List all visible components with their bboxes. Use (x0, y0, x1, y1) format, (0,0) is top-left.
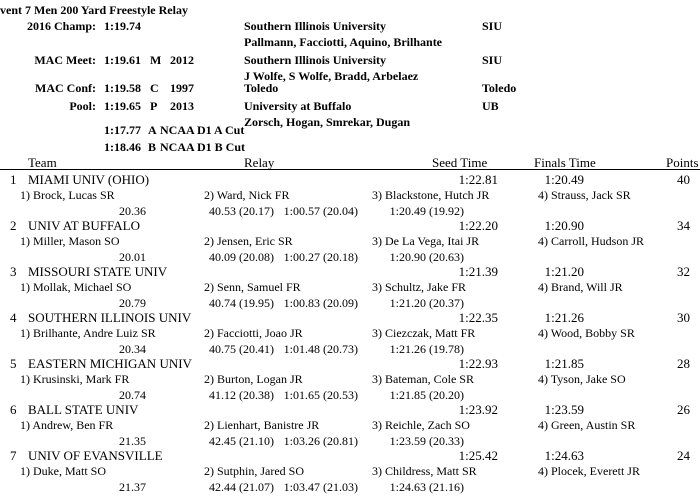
event-title: vent 7 Men 200 Yard Freestyle Relay (0, 3, 188, 17)
result-place: 7 (10, 448, 17, 463)
record-names: Zorsch, Hogan, Smrekar, Dugan (244, 115, 411, 129)
result-seed: 1:22.20 (458, 218, 498, 233)
record-team: University at Buffalo (244, 99, 352, 113)
split-time: 41.12 (20.38) (209, 388, 274, 402)
col-finals-time: Finals Time (534, 155, 596, 170)
swimmer-name: 2) Jensen, Eric SR (204, 234, 293, 248)
record-time: 1:19.58 (104, 81, 141, 95)
swimmer-name: 4) Strauss, Jack SR (538, 188, 631, 202)
result-points: 26 (677, 402, 690, 417)
split-time: 1:03.26 (20.81) (283, 434, 358, 448)
split-time: 21.37 (119, 480, 146, 494)
result-finals: 1:20.49 (544, 172, 584, 187)
result-seed: 1:22.81 (458, 172, 498, 187)
swimmer-name: 1) Brock, Lucas SR (20, 188, 115, 202)
col-team: Team (28, 155, 57, 170)
result-team: UNIV AT BUFFALO (28, 218, 140, 233)
swimmer-name: 1) Miller, Mason SO (20, 234, 120, 248)
split-time: 40.75 (20.41) (209, 342, 274, 356)
record-team: Toledo (244, 81, 279, 95)
result-seed: 1:25.42 (458, 448, 498, 463)
swimmer-name: 1) Andrew, Ben FR (20, 418, 114, 432)
record-names: J Wolfe, S Wolfe, Bradd, Arbelaez (244, 69, 419, 83)
swimmer-name: 2) Burton, Logan JR (204, 372, 303, 386)
swimmer-name: 1) Brilhante, Andre Luiz SR (20, 326, 156, 340)
split-time: 1:23.59 (20.33) (389, 434, 464, 448)
result-place: 6 (10, 402, 17, 417)
result-points: 28 (677, 356, 690, 371)
split-time: 1:21.26 (19.78) (389, 342, 464, 356)
split-time: 40.74 (19.95) (209, 296, 274, 310)
record-time: 1:19.61 (104, 53, 141, 67)
swimmer-name: 3) Schultz, Jake FR (372, 280, 466, 294)
record-abbr: Toledo (482, 81, 517, 95)
swimmer-name: 2) Facciotti, Joao JR (204, 326, 303, 340)
swimmer-name: 4) Plocek, Everett JR (538, 464, 640, 478)
cut-time: 1:18.46 (104, 140, 141, 154)
split-time: 42.44 (21.07) (209, 480, 274, 494)
result-finals: 1:21.26 (544, 310, 584, 325)
swimmer-name: 4) Tyson, Jake SO (538, 372, 626, 386)
result-team: MIAMI UNIV (OHIO) (28, 172, 150, 187)
record-year: 2012 (170, 53, 194, 67)
record-tag: C (150, 81, 159, 95)
result-points: 40 (677, 172, 690, 187)
record-team: Southern Illinois University (244, 53, 387, 67)
col-points: Points (666, 155, 699, 170)
split-time: 20.74 (119, 388, 146, 402)
record-abbr: SIU (482, 53, 503, 67)
result-seed: 1:21.39 (458, 264, 498, 279)
record-year: 1997 (170, 81, 194, 95)
record-year: 2013 (170, 99, 194, 113)
result-place: 4 (10, 310, 17, 325)
swimmer-name: 4) Brand, Will JR (538, 280, 623, 294)
result-seed: 1:22.35 (458, 310, 498, 325)
split-time: 1:01.48 (20.73) (283, 342, 358, 356)
result-seed: 1:23.92 (458, 402, 498, 417)
col-seed-time: Seed Time (432, 155, 488, 170)
split-time: 1:21.85 (20.20) (389, 388, 464, 402)
result-points: 30 (677, 310, 690, 325)
split-time: 20.79 (119, 296, 146, 310)
swimmer-name: 4) Wood, Bobby SR (538, 326, 635, 340)
split-time: 1:00.57 (20.04) (283, 204, 358, 218)
header-underline (0, 169, 700, 170)
swimmer-name: 2) Lienhart, Banistre JR (204, 418, 320, 432)
result-team: MISSOURI STATE UNIV (28, 264, 168, 279)
cut-label: NCAA D1 B Cut (160, 140, 246, 154)
swimmer-name: 2) Ward, Nick FR (204, 188, 290, 202)
record-label: MAC Meet: (34, 53, 96, 67)
result-team: SOUTHERN ILLINOIS UNIV (28, 310, 192, 325)
record-time: 1:19.65 (104, 99, 141, 113)
swimmer-name: 3) Blackstone, Hutch JR (372, 188, 490, 202)
result-finals: 1:24.63 (544, 448, 584, 463)
split-time: 1:20.49 (19.92) (389, 204, 464, 218)
result-finals: 1:20.90 (544, 218, 584, 233)
cut-time: 1:17.77 (104, 123, 141, 137)
result-finals: 1:23.59 (544, 402, 584, 417)
swimmer-name: 3) Ciezczak, Matt FR (372, 326, 476, 340)
swimmer-name: 2) Senn, Samuel FR (204, 280, 301, 294)
swimmer-name: 4) Green, Austin SR (538, 418, 636, 432)
split-time: 20.01 (119, 250, 146, 264)
result-finals: 1:21.20 (544, 264, 584, 279)
swimmer-name: 2) Sutphin, Jared SO (204, 464, 304, 478)
split-time: 1:00.27 (20.18) (283, 250, 358, 264)
split-time: 20.34 (119, 342, 146, 356)
split-time: 1:21.20 (20.37) (389, 296, 464, 310)
result-finals: 1:21.85 (544, 356, 584, 371)
result-points: 32 (677, 264, 690, 279)
cut-tag: B (148, 140, 157, 154)
record-tag: M (150, 53, 162, 67)
record-abbr: SIU (482, 19, 503, 33)
split-time: 1:00.83 (20.09) (283, 296, 358, 310)
result-team: BALL STATE UNIV (28, 402, 139, 417)
record-time: 1:19.74 (104, 19, 141, 33)
result-points: 24 (677, 448, 690, 463)
swimmer-name: 3) Bateman, Cole SR (372, 372, 474, 386)
result-team: EASTERN MICHIGAN UNIV (28, 356, 192, 371)
result-points: 34 (677, 218, 690, 233)
record-label: 2016 Champ: (26, 19, 96, 33)
swimmer-name: 3) Childress, Matt SR (372, 464, 477, 478)
swimmer-name: 1) Krusinski, Mark FR (20, 372, 130, 386)
swimmer-name: 4) Carroll, Hudson JR (538, 234, 644, 248)
swimmer-name: 1) Mollak, Michael SO (20, 280, 132, 294)
swimmer-name: 1) Duke, Matt SO (20, 464, 106, 478)
record-abbr: UB (482, 99, 499, 113)
record-team: Southern Illinois University (244, 19, 387, 33)
record-tag: P (150, 99, 158, 113)
cut-label: NCAA D1 A Cut (160, 123, 245, 137)
swimmer-name: 3) Reichle, Zach SO (372, 418, 470, 432)
split-time: 40.09 (20.08) (209, 250, 274, 264)
split-time: 42.45 (21.10) (209, 434, 274, 448)
split-time: 20.36 (119, 204, 146, 218)
record-label: Pool: (69, 99, 96, 113)
swimmer-name: 3) De La Vega, Itai JR (372, 234, 480, 248)
cut-tag: A (148, 123, 157, 137)
split-time: 1:20.90 (20.63) (389, 250, 464, 264)
col-relay: Relay (244, 155, 275, 170)
split-time: 1:24.63 (21.16) (389, 480, 464, 494)
split-time: 21.35 (119, 434, 146, 448)
result-seed: 1:22.93 (458, 356, 498, 371)
split-time: 1:03.47 (21.03) (283, 480, 358, 494)
split-time: 40.53 (20.17) (209, 204, 274, 218)
result-place: 2 (10, 218, 17, 233)
split-time: 1:01.65 (20.53) (283, 388, 358, 402)
record-names: Pallmann, Facciotti, Aquino, Brilhante (244, 35, 443, 49)
record-label: MAC Conf: (35, 81, 96, 95)
result-place: 5 (10, 356, 17, 371)
result-place: 3 (10, 264, 17, 279)
result-place: 1 (10, 172, 17, 187)
result-team: UNIV OF EVANSVILLE (28, 448, 163, 463)
